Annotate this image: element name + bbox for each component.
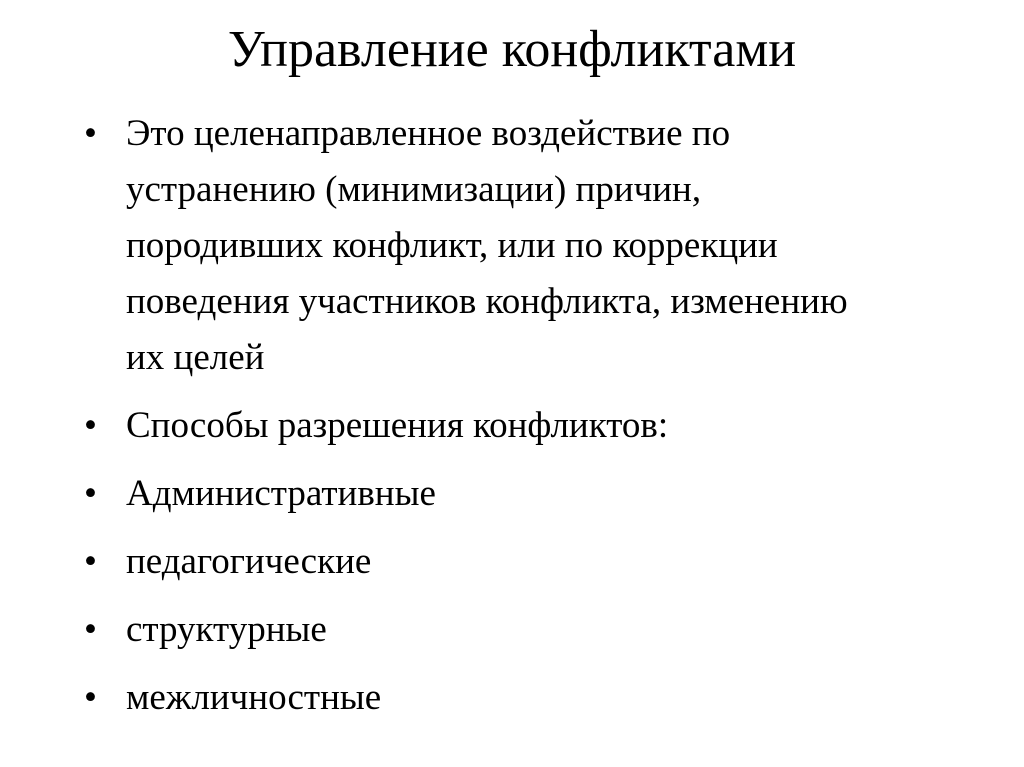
- bullet-dot-icon: •: [84, 609, 97, 650]
- bullet-text: Административные: [126, 473, 436, 514]
- bullet-dot-icon: •: [84, 677, 97, 718]
- bullet-dot-icon: •: [84, 405, 97, 446]
- bullet-item-definition: [84, 106, 964, 386]
- bullet-text: Это целенаправленное воздействие по устранению (минимизации) причин, породивших конфликт, или по коррекции поведения участников конфликта, изменению их целей: [126, 113, 848, 378]
- bullet-item-methods-heading: [84, 398, 964, 454]
- bullet-item-structural: [84, 602, 964, 658]
- bullet-item-administrative: [84, 466, 964, 522]
- bullet-item-pedagogical: [84, 534, 964, 590]
- bullet-text: Способы разрешения конфликтов:: [126, 405, 669, 446]
- bullet-dot-icon: •: [84, 113, 97, 154]
- bullet-list: [84, 106, 964, 738]
- slide-title: Управление конфликтами: [227, 21, 797, 78]
- bullet-text: структурные: [126, 609, 327, 650]
- bullet-dot-icon: •: [84, 541, 97, 582]
- bullet-text: педагогические: [126, 541, 372, 582]
- bullet-dot-icon: •: [84, 473, 97, 514]
- bullet-text: межличностные: [126, 677, 382, 718]
- bullet-item-interpersonal: [84, 670, 964, 726]
